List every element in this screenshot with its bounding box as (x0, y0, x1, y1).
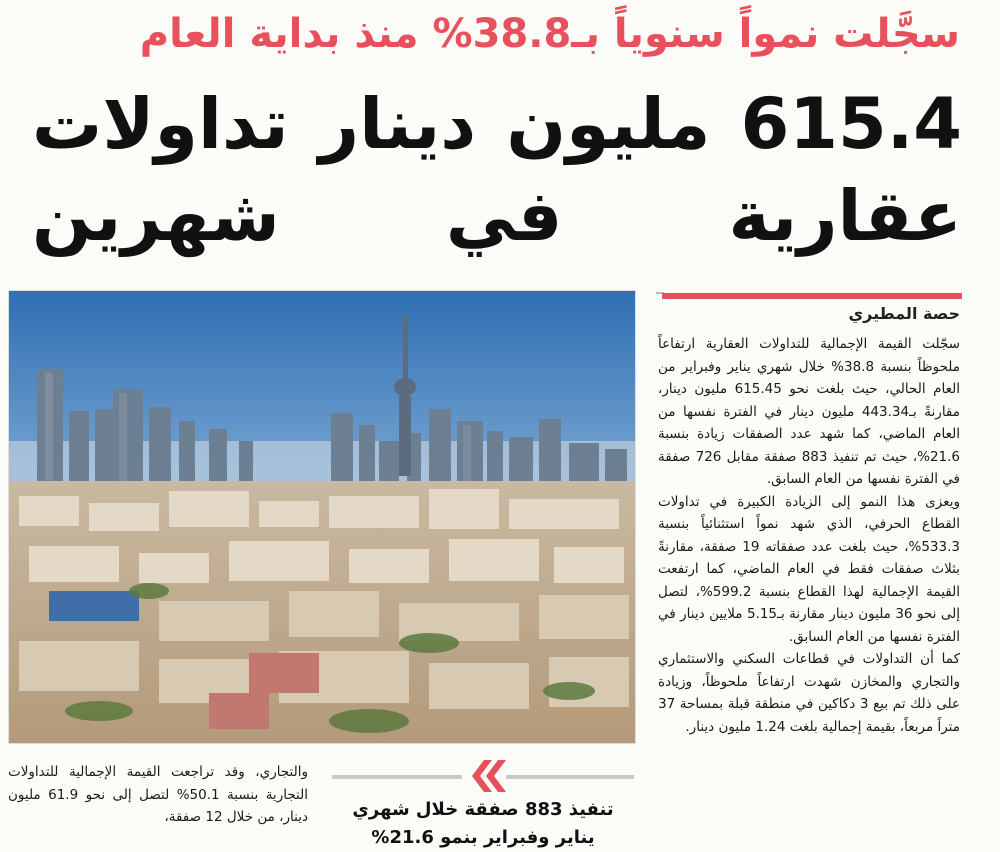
article-paragraph-2: ويعزى هذا النمو إلى الزيادة الكبيرة في تداولات القطاع الحرفي، الذي شهد نمواً استثنائياً بنسبة 533.3%، حيث بلغت عدد صفقاته 19 صفقة، مقارنةً بثلاث صفقات فقط في العام الماضي، كما ارتفعت القيمة الإجمالية لهذا القطاع بنسبة 599.2%، لتصل إلى نحو 36 مليون دينار مقارنة بـ5.15 ملايين دينار في الفترة نفسها من العام السابق. (658, 493, 960, 645)
headline (32, 78, 962, 262)
byline-author: حصة المطيري (848, 304, 960, 323)
article-body (658, 333, 960, 738)
headline-line-1: 615.4 مليون دينار تداولات (32, 83, 962, 165)
headline-line-2: عقارية في شهرين (32, 175, 962, 257)
article-continuation: والتجاري، وقد تراجعت القيمة الإجمالية للتداولات التجارية بنسبة 50.1% لتصل إلى نحو 61.9 مليون دينار، من خلال 12 صفقة، (8, 764, 308, 825)
byline-rule-accent (662, 293, 962, 299)
article-paragraph-3: كما أن التداولات في قطاعات السكني والاستثماري والتجاري والمخازن شهدت ارتفاعاً ملحوظاً، وزيادة على ذلك تم بيع 3 دكاكين في منطقة قبلة بمساحة 37 متراً مربعاً، بقيمة إجمالية بلغت 1.24 مليون دينار. (658, 651, 961, 735)
double-chevron-icon (462, 758, 506, 794)
city-skyline-photo (8, 290, 636, 744)
article-paragraph-1: سجّلت القيمة الإجمالية للتداولات العقارية ارتفاعاً ملحوظاً بنسبة 38.8% خلال شهري يناير وفبراير من العام الحالي، حيث بلغت نحو 615.45 مليون دينار، مقارنةً بـ443.34 مليون دينار في الفترة نفسها من العام الماضي، كما شهد عدد الصفقات زيادة بنسبة 21.6%، حيث تم تنفيذ 883 صفقة مقابل 726 صفقة في الفترة نفسها من العام السابق. (658, 336, 961, 487)
kicker-subtitle: سجَّلت نمواً سنوياً بـ38.8% منذ بداية العام (139, 11, 960, 57)
pullquote: تنفيذ 883 صفقة خلال شهري يناير وفبراير بنمو 21.6% (352, 799, 614, 848)
